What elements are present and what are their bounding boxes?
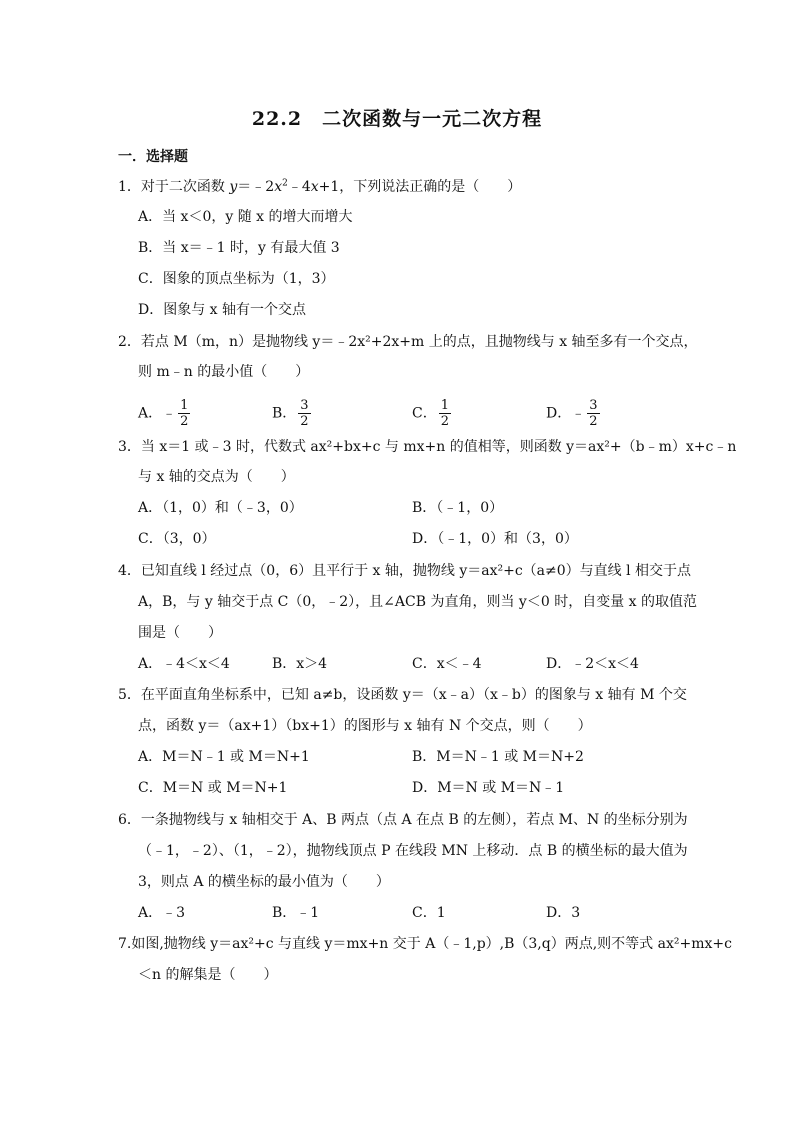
question-6-option-b[interactable]: B．﹣1 bbox=[272, 905, 320, 921]
question-5-option-d[interactable]: D．M＝N 或 M＝N﹣1 bbox=[412, 780, 565, 796]
question-7-stem-line-2: ＜n 的解集是（ ） bbox=[138, 967, 278, 983]
fraction: $\frac{3}{2}$ bbox=[589, 398, 598, 429]
question-2-option-d[interactable]: D．﹣ $\frac{3}{2}$ bbox=[546, 398, 598, 429]
question-2-option-b[interactable]: B． $\frac{3}{2}$ bbox=[272, 398, 309, 429]
question-4-option-d[interactable]: D．﹣2＜x＜4 bbox=[546, 656, 639, 672]
section-heading: 一．选择题 bbox=[118, 149, 188, 165]
question-1-stem: 1．对于二次函数 $y=﹣2x^2﹣4x+1$，下列说法正确的是（ ） bbox=[118, 178, 522, 195]
question-1-option-d[interactable]: D．图象与 x 轴有一个交点 bbox=[138, 302, 307, 318]
question-3-option-a[interactable]: A．（1，0）和（﹣3，0） bbox=[138, 500, 303, 516]
question-5-stem-line-2: 点，函数 y＝（ax+1）（bx+1）的图形与 x 轴有 N 个交点，则（ ） bbox=[138, 718, 592, 734]
question-6-stem-line-3: 3，则点 A 的横坐标的最小值为（ ） bbox=[138, 874, 390, 890]
question-4-stem-line-1: 4．已知直线 l 经过点（0，6）且平行于 x 轴，抛物线 y＝ax²+c（a≠0）与直线 l 相交于点 bbox=[118, 563, 692, 579]
fraction: $\frac{1}{2}$ bbox=[180, 398, 189, 429]
question-1-option-c[interactable]: C．图象的顶点坐标为（1，3） bbox=[138, 271, 335, 287]
question-4-option-a[interactable]: A．﹣4＜x＜4 bbox=[138, 656, 230, 672]
question-6-option-d[interactable]: D．3 bbox=[546, 905, 581, 921]
question-3-option-b[interactable]: B．（﹣1，0） bbox=[412, 500, 504, 516]
fraction: $\frac{1}{2}$ bbox=[440, 398, 449, 429]
question-3-option-c[interactable]: C．（3，0） bbox=[138, 531, 216, 547]
question-2-option-a[interactable]: A．﹣ $\frac{1}{2}$ bbox=[138, 398, 189, 429]
question-6-option-c[interactable]: C．1 bbox=[412, 905, 446, 921]
question-1-option-a[interactable]: A．当 x＜0，y 随 x 的增大而增大 bbox=[138, 209, 353, 225]
question-4-option-c[interactable]: C．x＜﹣4 bbox=[412, 656, 482, 672]
question-2-stem-line-1: 2．若点 M（m，n）是抛物线 y＝﹣2x²+2x+m 上的点，且抛物线与 x 轴至多有一个交点， bbox=[118, 334, 698, 350]
question-6-stem-line-2: （﹣1，﹣2）、（1，﹣2），抛物线顶点 P 在线段 MN 上移动．点 B 的横坐标的最大值为 bbox=[138, 843, 688, 859]
question-6-option-a[interactable]: A．﹣3 bbox=[138, 905, 186, 921]
page-title: 22.2 二次函数与一元二次方程 bbox=[251, 108, 543, 130]
question-5-option-a[interactable]: A．M＝N﹣1 或 M＝N+1 bbox=[138, 749, 310, 765]
question-4-option-b[interactable]: B．x＞4 bbox=[272, 656, 328, 672]
question-3-option-d[interactable]: D．（﹣1，0）和（3，0） bbox=[412, 531, 578, 547]
question-5-option-c[interactable]: C．M＝N 或 M＝N+1 bbox=[138, 780, 288, 796]
question-3-stem-line-1: 3．当 x＝1 或﹣3 时，代数式 ax²+bx+c 与 mx+n 的值相等，则函数 y＝ax²+（b﹣m）x+c﹣n bbox=[118, 439, 737, 455]
question-2-option-c[interactable]: C． $\frac{1}{2}$ bbox=[412, 398, 449, 429]
question-1-option-b[interactable]: B．当 x＝﹣1 时，y 有最大值 3 bbox=[138, 240, 340, 256]
fraction: $\frac{3}{2}$ bbox=[300, 398, 309, 429]
question-4-stem-line-3: 围是（ ） bbox=[138, 625, 222, 641]
question-4-stem-line-2: A，B，与 y 轴交于点 C（0，﹣2），且∠ACB 为直角，则当 y＜0 时，自变量 x 的取值范 bbox=[138, 594, 697, 610]
question-2-stem-line-2: 则 m﹣n 的最小值（ ） bbox=[138, 364, 310, 380]
question-5-stem-line-1: 5．在平面直角坐标系中，已知 a≠b，设函数 y＝（x﹣a）（x﹣b）的图象与 x 轴有 M 个交 bbox=[118, 687, 687, 703]
question-3-stem-line-2: 与 x 轴的交点为（ ） bbox=[138, 469, 295, 485]
question-6-stem-line-1: 6．一条抛物线与 x 轴相交于 A、B 两点（点 A 在点 B 的左侧），若点 M、N 的坐标分别为 bbox=[118, 812, 688, 828]
question-7-stem-line-1: 7.如图,抛物线 y＝ax²+c 与直线 y＝mx+n 交于 A（﹣1,p）,B（3,q）两点,则不等式 ax²+mx+c bbox=[118, 936, 732, 952]
question-5-option-b[interactable]: B．M＝N﹣1 或 M＝N+2 bbox=[412, 749, 584, 765]
